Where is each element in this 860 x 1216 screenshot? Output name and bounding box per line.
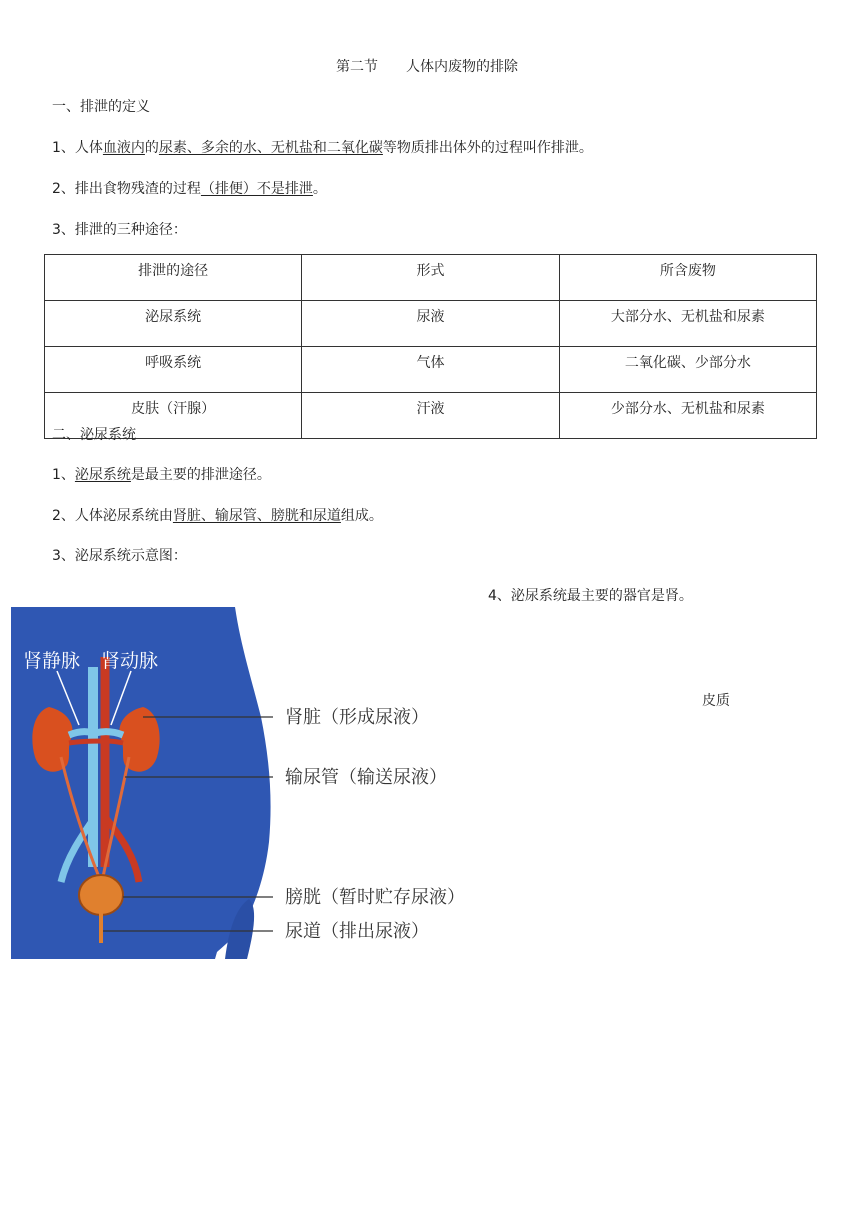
ureter-label: 输尿管（输送尿液） bbox=[285, 767, 447, 788]
table-cell: 大部分水、无机盐和尿素 bbox=[559, 301, 816, 347]
text: 组成。 bbox=[340, 508, 383, 524]
renal-vein-label: 肾静脉 bbox=[23, 650, 81, 672]
underlined-term: 泌尿系统 bbox=[74, 467, 131, 483]
text: 人体 bbox=[74, 140, 103, 156]
renal-artery-right bbox=[105, 741, 123, 743]
composition-paragraph bbox=[52, 505, 383, 525]
kidney-label: 肾脏（形成尿液） bbox=[285, 707, 429, 728]
table-header-row bbox=[45, 255, 817, 301]
renal-vein-right bbox=[95, 732, 123, 735]
text: 。 bbox=[312, 181, 327, 197]
cortex-label: 皮质 bbox=[702, 693, 730, 709]
bladder-label: 膀胱（暂时贮存尿液） bbox=[285, 887, 465, 908]
urinary-system-diagram bbox=[11, 607, 486, 959]
table-cell: 泌尿系统 bbox=[45, 301, 302, 347]
text: 人体泌尿系统由 bbox=[74, 508, 173, 524]
table-row bbox=[45, 393, 817, 439]
underlined-term: 肾脏、输尿管、膀胱和尿道 bbox=[172, 508, 341, 524]
note-paragraph bbox=[52, 178, 327, 198]
underlined-term: 尿素、多余的水、无机盐和二氧化碳 bbox=[158, 140, 383, 156]
item-number: 1、 bbox=[52, 467, 75, 483]
underlined-term: （排便）不是排泄 bbox=[200, 181, 313, 197]
table-row bbox=[45, 301, 817, 347]
table-header-cell: 排泄的途径 bbox=[45, 255, 302, 301]
diagram-caption: 3、泌尿系统示意图： bbox=[52, 548, 187, 564]
item-number: 2、 bbox=[52, 508, 75, 524]
table-cell: 二氧化碳、少部分水 bbox=[559, 347, 816, 393]
table-cell: 少部分水、无机盐和尿素 bbox=[559, 393, 816, 439]
urethra-label: 尿道（排出尿液） bbox=[285, 921, 429, 942]
excretion-table bbox=[44, 254, 817, 439]
main-route-paragraph bbox=[52, 464, 271, 484]
left-kidney bbox=[32, 707, 72, 772]
renal-vein-left bbox=[69, 732, 93, 735]
page-title: 第二节 人体内废物的排除 bbox=[336, 59, 518, 75]
section2-heading: 二、泌尿系统 bbox=[52, 427, 136, 443]
section1-heading: 一、排泄的定义 bbox=[52, 99, 150, 115]
item-number: 2、 bbox=[52, 181, 75, 197]
text: 的 bbox=[144, 140, 159, 156]
table-cell: 汗液 bbox=[302, 393, 559, 439]
item-number: 1、 bbox=[52, 140, 75, 156]
text: 排出食物残渣的过程 bbox=[74, 181, 201, 197]
renal-artery-label: 肾动脉 bbox=[101, 650, 159, 672]
bladder bbox=[79, 875, 123, 915]
renal-artery-left bbox=[69, 741, 105, 743]
table-cell: 尿液 bbox=[302, 301, 559, 347]
text: 是最主要的排泄途径。 bbox=[130, 467, 271, 483]
routes-paragraph: 3、排泄的三种途径： bbox=[52, 222, 187, 238]
table-cell: 呼吸系统 bbox=[45, 347, 302, 393]
text: 等物质排出体外的过程叫作排泄。 bbox=[382, 140, 593, 156]
definition-paragraph bbox=[52, 137, 593, 157]
table-header-cell: 所含废物 bbox=[559, 255, 816, 301]
table-cell: 皮肤（汗腺） bbox=[45, 393, 302, 439]
table-row bbox=[45, 347, 817, 393]
table-header-cell: 形式 bbox=[302, 255, 559, 301]
kidney-paragraph: 4、泌尿系统最主要的器官是肾。 bbox=[488, 588, 693, 604]
urinary-system-illustration bbox=[11, 607, 486, 959]
underlined-term: 血液内 bbox=[102, 140, 145, 156]
table-cell: 气体 bbox=[302, 347, 559, 393]
